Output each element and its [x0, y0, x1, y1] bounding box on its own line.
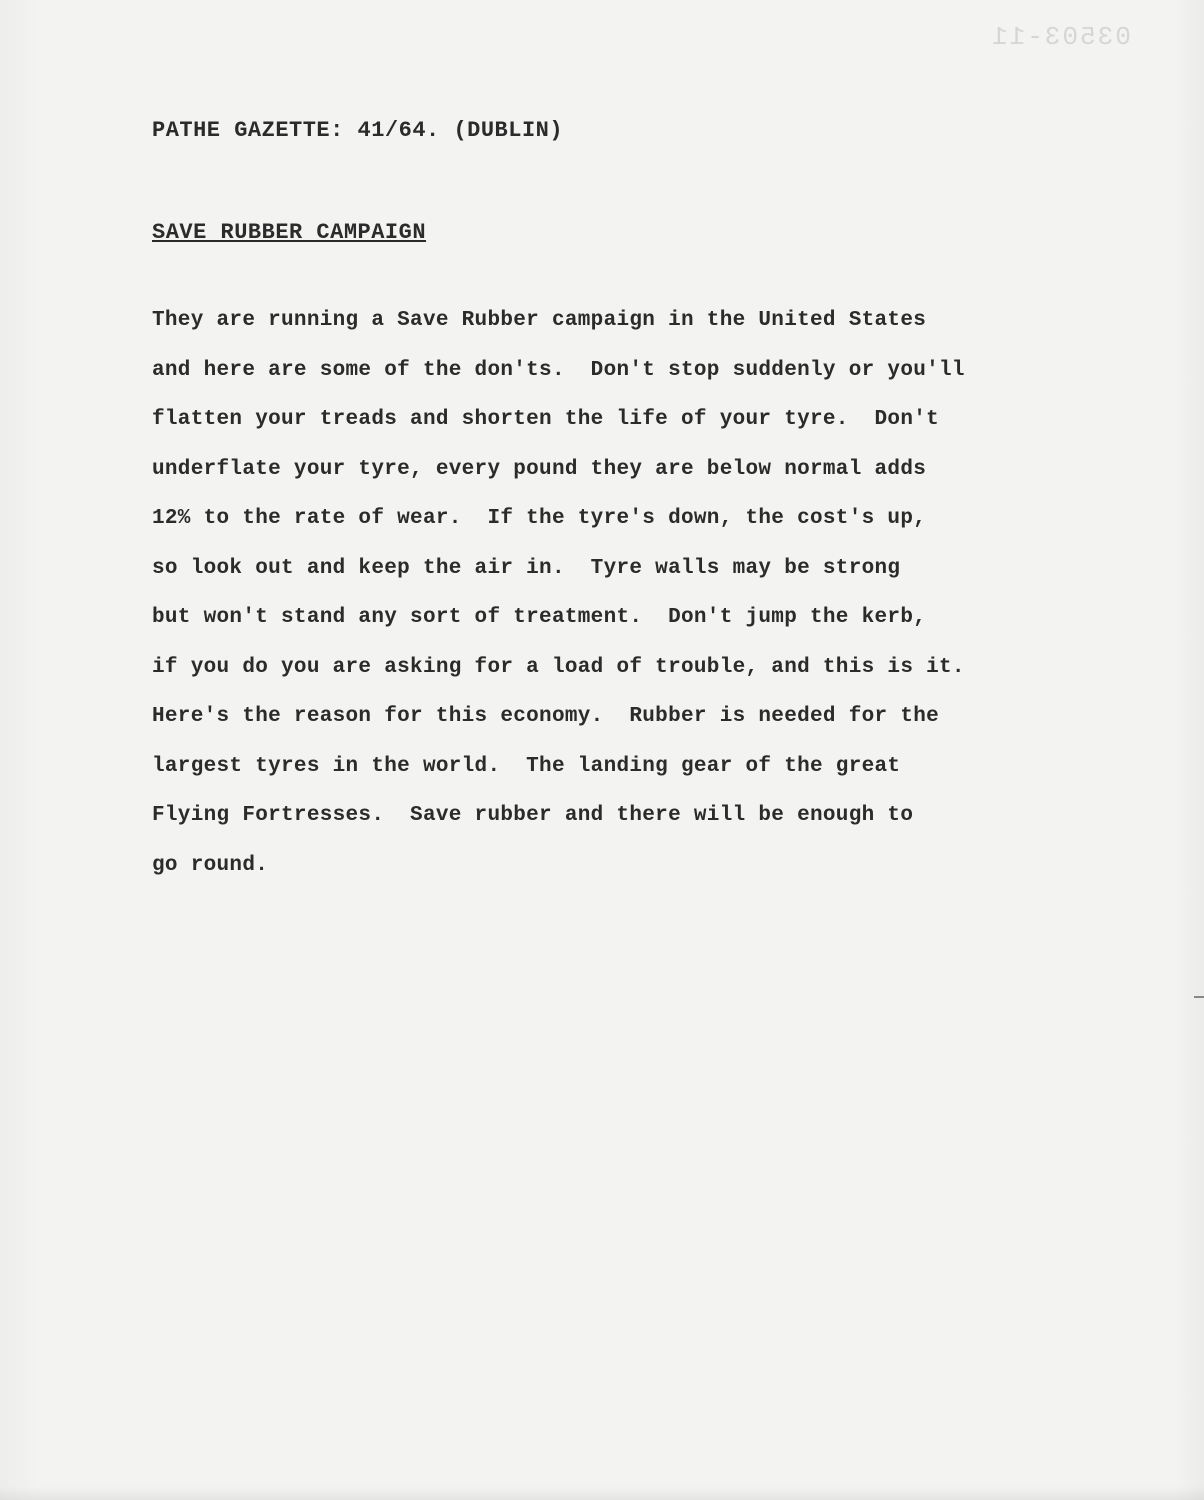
- body-line: go round.: [152, 853, 269, 877]
- archive-stamp: 03503-11: [990, 22, 1131, 52]
- body-line: They are running a Save Rubber campaign in the United States: [152, 309, 927, 332]
- story-body: [152, 296, 965, 890]
- body-line: so look out and keep the air in. Tyre walls may be strong: [152, 556, 901, 580]
- edge-mark: [1194, 996, 1204, 998]
- body-line: flatten your treads and shorten the life of your tyre. Don't: [152, 408, 940, 431]
- body-line: Flying Fortresses. Save rubber and there will be enough to: [152, 804, 914, 827]
- body-line: and here are some of the don'ts. Don't stop suddenly or you'll: [152, 358, 965, 382]
- body-line: largest tyres in the world. The landing gear of the great: [152, 754, 901, 778]
- body-line: but won't stand any sort of treatment. Don't jump the kerb,: [152, 606, 927, 629]
- body-line: if you do you are asking for a load of trouble, and this is it.: [152, 655, 965, 679]
- story-title: SAVE RUBBER CAMPAIGN: [152, 220, 427, 245]
- scan-bottom-edge: [0, 1486, 1204, 1500]
- body-line: 12% to the rate of wear. If the tyre's down, the cost's up,: [152, 507, 927, 530]
- document-header: PATHE GAZETTE: 41/64. (DUBLIN): [152, 118, 564, 143]
- body-line: Here's the reason for this economy. Rubber is needed for the: [152, 705, 940, 728]
- body-line: underflate your tyre, every pound they are below normal adds: [152, 457, 927, 481]
